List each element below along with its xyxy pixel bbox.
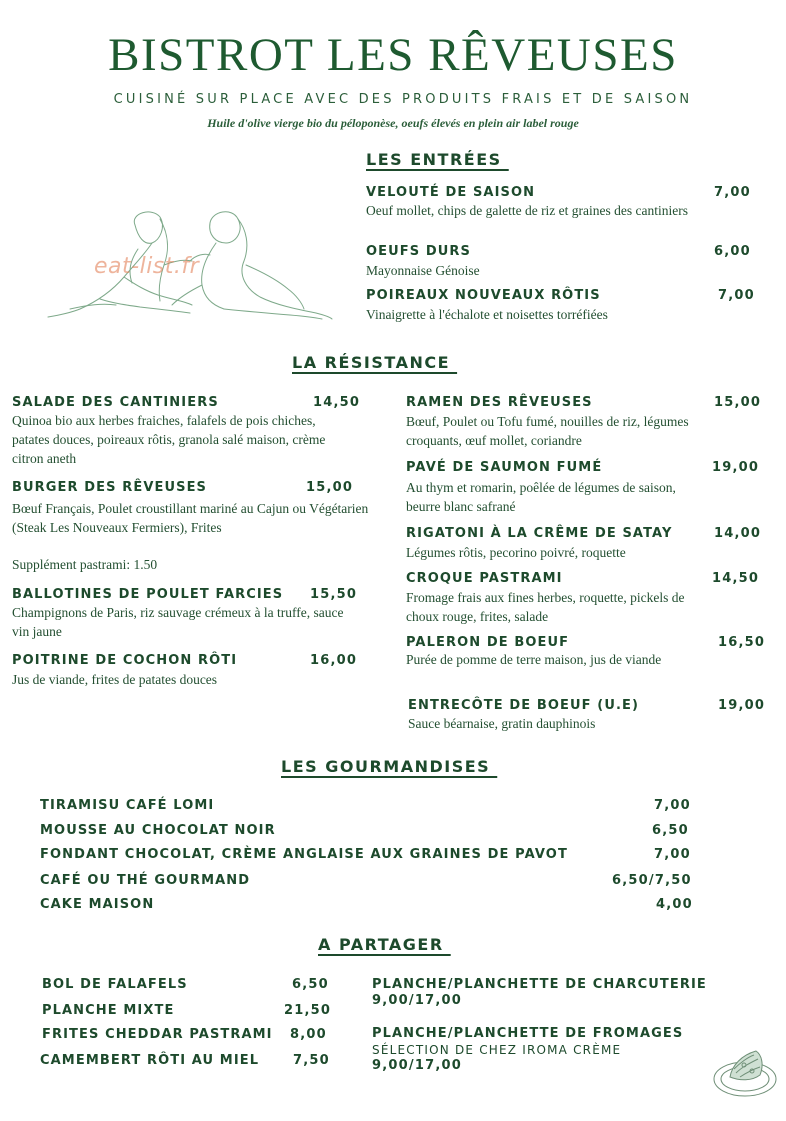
resistance-desc-burger: Bœuf Français, Poulet croustillant mariné au Cajun ou Végétarien (Steak Les Nouveaux Fermiers), Frites <box>12 501 369 535</box>
share-price-falafels: 6,50 <box>292 977 329 992</box>
section-title-gourmandises: LES GOURMANDISES <box>281 757 498 776</box>
resistance-name-burger: BURGER DES RÊVEUSES <box>12 480 208 495</box>
resistance-price-saumon: 19,00 <box>712 460 760 475</box>
entree-name-oeufs: OEUFS DURS <box>366 244 471 259</box>
share-price-camembert: 7,50 <box>293 1053 330 1068</box>
entree-name-veloute: VELOUTÉ DE SAISON <box>366 185 536 200</box>
share-detail-fromages: SÉLECTION DE CHEZ IROMA CRÈME <box>372 1043 622 1057</box>
dessert-name-tiramisu: TIRAMISU CAFÉ LOMI <box>40 798 215 813</box>
share-name-planche-mixte: PLANCHE MIXTE <box>42 1003 175 1018</box>
resistance-name-poitrine: POITRINE DE COCHON RÔTI <box>12 653 238 668</box>
watermark: eat-list.fr <box>94 254 200 279</box>
share-name-frites-cheddar: FRITES CHEDDAR PASTRAMI <box>42 1027 273 1042</box>
resistance-desc-ballotines: Champignons de Paris, riz sauvage crémeux à la truffe, sauce vin jaune <box>12 605 344 639</box>
resistance-price-croque: 14,50 <box>712 571 760 586</box>
resistance-name-entrecote: ENTRECÔTE DE BOEUF (U.E) <box>408 698 640 713</box>
entree-desc-veloute: Oeuf mollet, chips de galette de riz et graines des cantiniers <box>366 203 689 218</box>
resistance-price-ramen: 15,00 <box>714 395 762 410</box>
share-name-falafels: BOL DE FALAFELS <box>42 977 188 992</box>
section-title-resistance: LA RÉSISTANCE <box>292 353 458 372</box>
resistance-desc-saumon: Au thym et romarin, poêlée de légumes de saison, beurre blanc safrané <box>406 480 676 514</box>
section-title-entrees: LES ENTRÉES <box>366 150 509 169</box>
resistance-name-salade: SALADE DES CANTINIERS <box>12 395 219 410</box>
resistance-note-burger: Supplément pastrami: 1.50 <box>12 557 158 572</box>
resistance-price-salade: 14,50 <box>313 395 361 410</box>
resistance-desc-entrecote: Sauce béarnaise, gratin dauphinois <box>408 716 596 731</box>
resistance-name-saumon: PAVÉ DE SAUMON FUMÉ <box>406 460 603 475</box>
share-price-frites-cheddar: 8,00 <box>290 1027 327 1042</box>
share-name-camembert: CAMEMBERT RÔTI AU MIEL <box>40 1053 260 1068</box>
share-price-planche-mixte: 21,50 <box>284 1003 332 1018</box>
dessert-price-cafe: 6,50/7,50 <box>612 873 692 888</box>
resistance-price-entrecote: 19,00 <box>718 698 766 713</box>
resistance-price-burger: 15,00 <box>306 480 354 495</box>
share-name-fromages: PLANCHE/PLANCHETTE DE FROMAGES <box>372 1026 684 1041</box>
resistance-name-ballotines: BALLOTINES DE POULET FARCIES <box>12 587 284 602</box>
resistance-desc-poitrine: Jus de viande, frites de patates douces <box>12 672 218 687</box>
dessert-price-tiramisu: 7,00 <box>654 798 691 813</box>
resistance-desc-rigatoni: Légumes rôtis, pecorino poivré, roquette <box>406 545 626 560</box>
dish-illustration-icon <box>712 1043 778 1099</box>
dessert-price-mousse: 6,50 <box>652 823 689 838</box>
entree-price-poireaux: 7,00 <box>718 288 755 303</box>
share-name-charcuterie: PLANCHE/PLANCHETTE DE CHARCUTERIE <box>372 977 707 992</box>
resistance-name-paleron: PALERON DE BOEUF <box>406 635 570 650</box>
dessert-name-fondant: FONDANT CHOCOLAT, CRÈME ANGLAISE AUX GRAINES DE PAVOT <box>40 847 568 862</box>
dessert-name-cafe: CAFÉ OU THÉ GOURMAND <box>40 873 251 888</box>
page-subtitle: CUISINÉ SUR PLACE AVEC DES PRODUITS FRAIS ET DE SAISON <box>113 92 693 107</box>
entree-price-oeufs: 6,00 <box>714 244 751 259</box>
resistance-name-rigatoni: RIGATONI À LA CRÊME DE SATAY <box>406 526 673 541</box>
resistance-price-poitrine: 16,00 <box>310 653 358 668</box>
resistance-name-croque: CROQUE PASTRAMI <box>406 571 563 586</box>
resistance-desc-ramen: Bœuf, Poulet ou Tofu fumé, nouilles de riz, légumes croquants, œuf mollet, coriandre <box>406 414 689 448</box>
resistance-desc-paleron: Purée de pomme de terre maison, jus de viande <box>406 652 662 667</box>
dessert-name-cake: CAKE MAISON <box>40 897 155 912</box>
dessert-name-mousse: MOUSSE AU CHOCOLAT NOIR <box>40 823 276 838</box>
dessert-price-fondant: 7,00 <box>654 847 691 862</box>
resistance-desc-croque: Fromage frais aux fines herbes, roquette, pickels de choux rouge, frites, salade <box>406 590 685 624</box>
entree-name-poireaux: POIREAUX NOUVEAUX RÔTIS <box>366 288 601 303</box>
entree-desc-oeufs: Mayonnaise Génoise <box>366 263 480 278</box>
entree-price-veloute: 7,00 <box>714 185 751 200</box>
page-title: BISTROT LES RÊVEUSES <box>108 29 678 81</box>
dessert-price-cake: 4,00 <box>656 897 693 912</box>
page-tagline: Huile d'olive vierge bio du péloponèse, oeufs élevés en plein air label rouge <box>207 116 579 130</box>
resistance-price-rigatoni: 14,00 <box>714 526 762 541</box>
resistance-price-paleron: 16,50 <box>718 635 766 650</box>
resistance-desc-salade: Quinoa bio aux herbes fraiches, falafels de pois chiches, patates douces, poireaux rôtis, granola salé maison, crème citron aneth <box>12 413 326 466</box>
section-title-partager: A PARTAGER <box>318 935 451 954</box>
entree-desc-poireaux: Vinaigrette à l'échalote et noisettes torréfiées <box>366 307 608 322</box>
share-price-charcuterie: 9,00/17,00 <box>372 993 462 1008</box>
resistance-name-ramen: RAMEN DES RÊVEUSES <box>406 395 593 410</box>
resistance-price-ballotines: 15,50 <box>310 587 358 602</box>
share-price-fromages: 9,00/17,00 <box>372 1058 462 1073</box>
